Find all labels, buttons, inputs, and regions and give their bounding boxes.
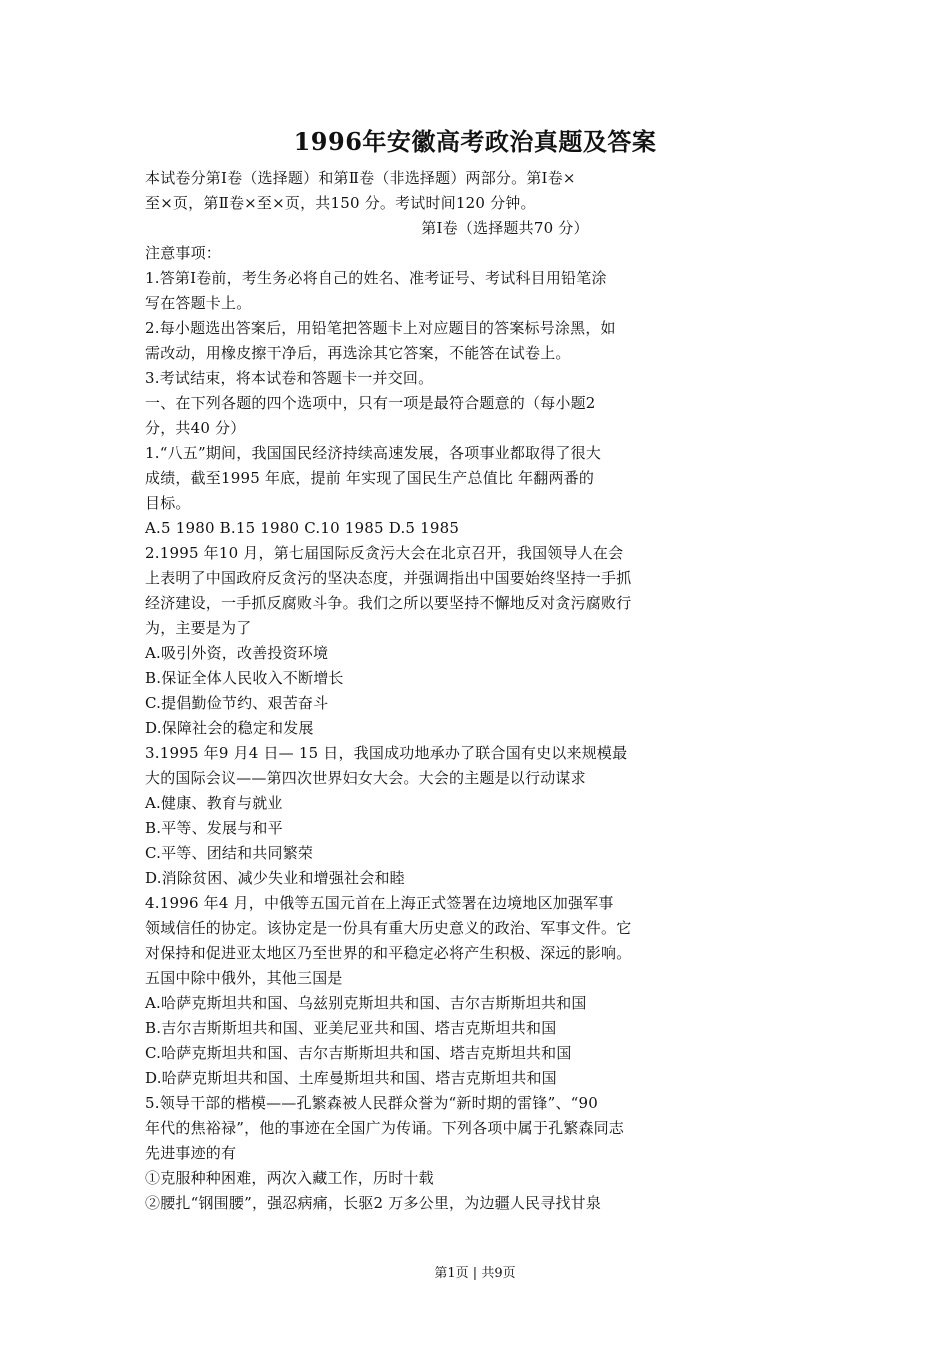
question-text: 对保持和促进亚太地区乃至世界的和平稳定必将产生积极、深远的影响。 — [145, 944, 632, 962]
question-text: 经济建设，一手抓反腐败斗争。我们之所以要坚持不懈地反对贪污腐败行 — [145, 594, 632, 612]
text-line: 分，共40 分） — [145, 419, 246, 437]
section-heading: 第Ⅰ卷（选择题共70 分） — [421, 219, 589, 237]
document-body — [145, 166, 705, 1216]
question-text: 5.领导干部的楷模——孔繁森被人民群众誉为“新时期的雷锋”、“90 — [145, 1094, 599, 1112]
text-line: 1.答第Ⅰ卷前，考生务必将自己的姓名、准考证号、考试科目用铅笔涂 — [145, 269, 607, 287]
question-text: 4.1996 年4 月，中俄等五国元首在上海正式签署在边境地区加强军事 — [145, 894, 614, 912]
answer-option: D.消除贫困、减少失业和增强社会和睦 — [145, 869, 405, 887]
question-text: 年代的焦裕禄”，他的事迹在全国广为传诵。下列各项中属于孔繁森同志 — [145, 1119, 625, 1137]
answer-option: C.哈萨克斯坦共和国、吉尔吉斯斯坦共和国、塔吉克斯坦共和国 — [145, 1044, 572, 1062]
answer-option: A.吸引外资，改善投资环境 — [145, 644, 329, 662]
page-number-footer: 第1页 | 共9页 — [434, 1266, 516, 1281]
statement-item: ①克服种种困难，两次入藏工作，历时十载 — [145, 1169, 434, 1187]
answer-option: D.哈萨克斯坦共和国、土库曼斯坦共和国、塔吉克斯坦共和国 — [145, 1069, 557, 1087]
answer-option: C.提倡勤俭节约、艰苦奋斗 — [145, 694, 329, 712]
question-text: 2.1995 年10 月，第七届国际反贪污大会在北京召开，我国领导人在会 — [145, 544, 624, 562]
question-text: 3.1995 年9 月4 日— 15 日，我国成功地承办了联合国有史以来规模最 — [145, 744, 628, 762]
text-line: 一、在下列各题的四个选项中，只有一项是最符合题意的（每小题2 — [145, 394, 596, 412]
answer-option: B.吉尔吉斯斯坦共和国、亚美尼亚共和国、塔吉克斯坦共和国 — [145, 1019, 557, 1037]
answer-option: D.保障社会的稳定和发展 — [145, 719, 314, 737]
text-line: 写在答题卡上。 — [145, 294, 252, 312]
text-line: 需改动，用橡皮擦干净后，再选涂其它答案，不能答在试卷上。 — [145, 344, 571, 362]
question-text: 目标。 — [145, 494, 191, 512]
answer-option: A.健康、教育与就业 — [145, 794, 283, 812]
statement-item: ②腰扎“钢围腰”，强忍病痛，长驱2 万多公里，为边疆人民寻找甘泉 — [145, 1194, 602, 1212]
question-text: 大的国际会议——第四次世界妇女大会。大会的主题是以行动谋求 — [145, 769, 586, 787]
question-text: 领域信任的协定。该协定是一份具有重大历史意义的政治、军事文件。它 — [145, 919, 632, 937]
text-line: 至×页，第Ⅱ卷×至×页，共150 分。考试时间120 分钟。 — [145, 194, 536, 212]
text-line: 3.考试结束，将本试卷和答题卡一并交回。 — [145, 369, 434, 387]
answer-options: A.5 1980 B.15 1980 C.10 1985 D.5 1985 — [145, 519, 460, 537]
text-line: 注意事项： — [145, 244, 222, 262]
page-title: 1996年安徽高考政治真题及答案 — [293, 127, 657, 156]
answer-option: B.平等、发展与和平 — [145, 819, 283, 837]
text-line: 2.每小题选出答案后，用铅笔把答题卡上对应题目的答案标号涂黑，如 — [145, 319, 616, 337]
question-text: 五国中除中俄外，其他三国是 — [145, 969, 343, 987]
answer-option: C.平等、团结和共同繁荣 — [145, 844, 314, 862]
question-text: 先进事迹的有 — [145, 1144, 237, 1162]
question-text: 成绩，截至1995 年底，提前 年实现了国民生产总值比 年翻两番的 — [145, 469, 595, 487]
text-line: 本试卷分第Ⅰ卷（选择题）和第Ⅱ卷（非选择题）两部分。第Ⅰ卷× — [145, 169, 576, 187]
question-text: 1.“八五”期间，我国国民经济持续高速发展，各项事业都取得了很大 — [145, 444, 602, 462]
question-text: 为，主要是为了 — [145, 619, 252, 637]
answer-option: B.保证全体人民收入不断增长 — [145, 669, 344, 687]
question-text: 上表明了中国政府反贪污的坚决态度，并强调指出中国要始终坚持一手抓 — [145, 569, 632, 587]
answer-option: A.哈萨克斯坦共和国、乌兹别克斯坦共和国、吉尔吉斯斯坦共和国 — [145, 994, 587, 1012]
